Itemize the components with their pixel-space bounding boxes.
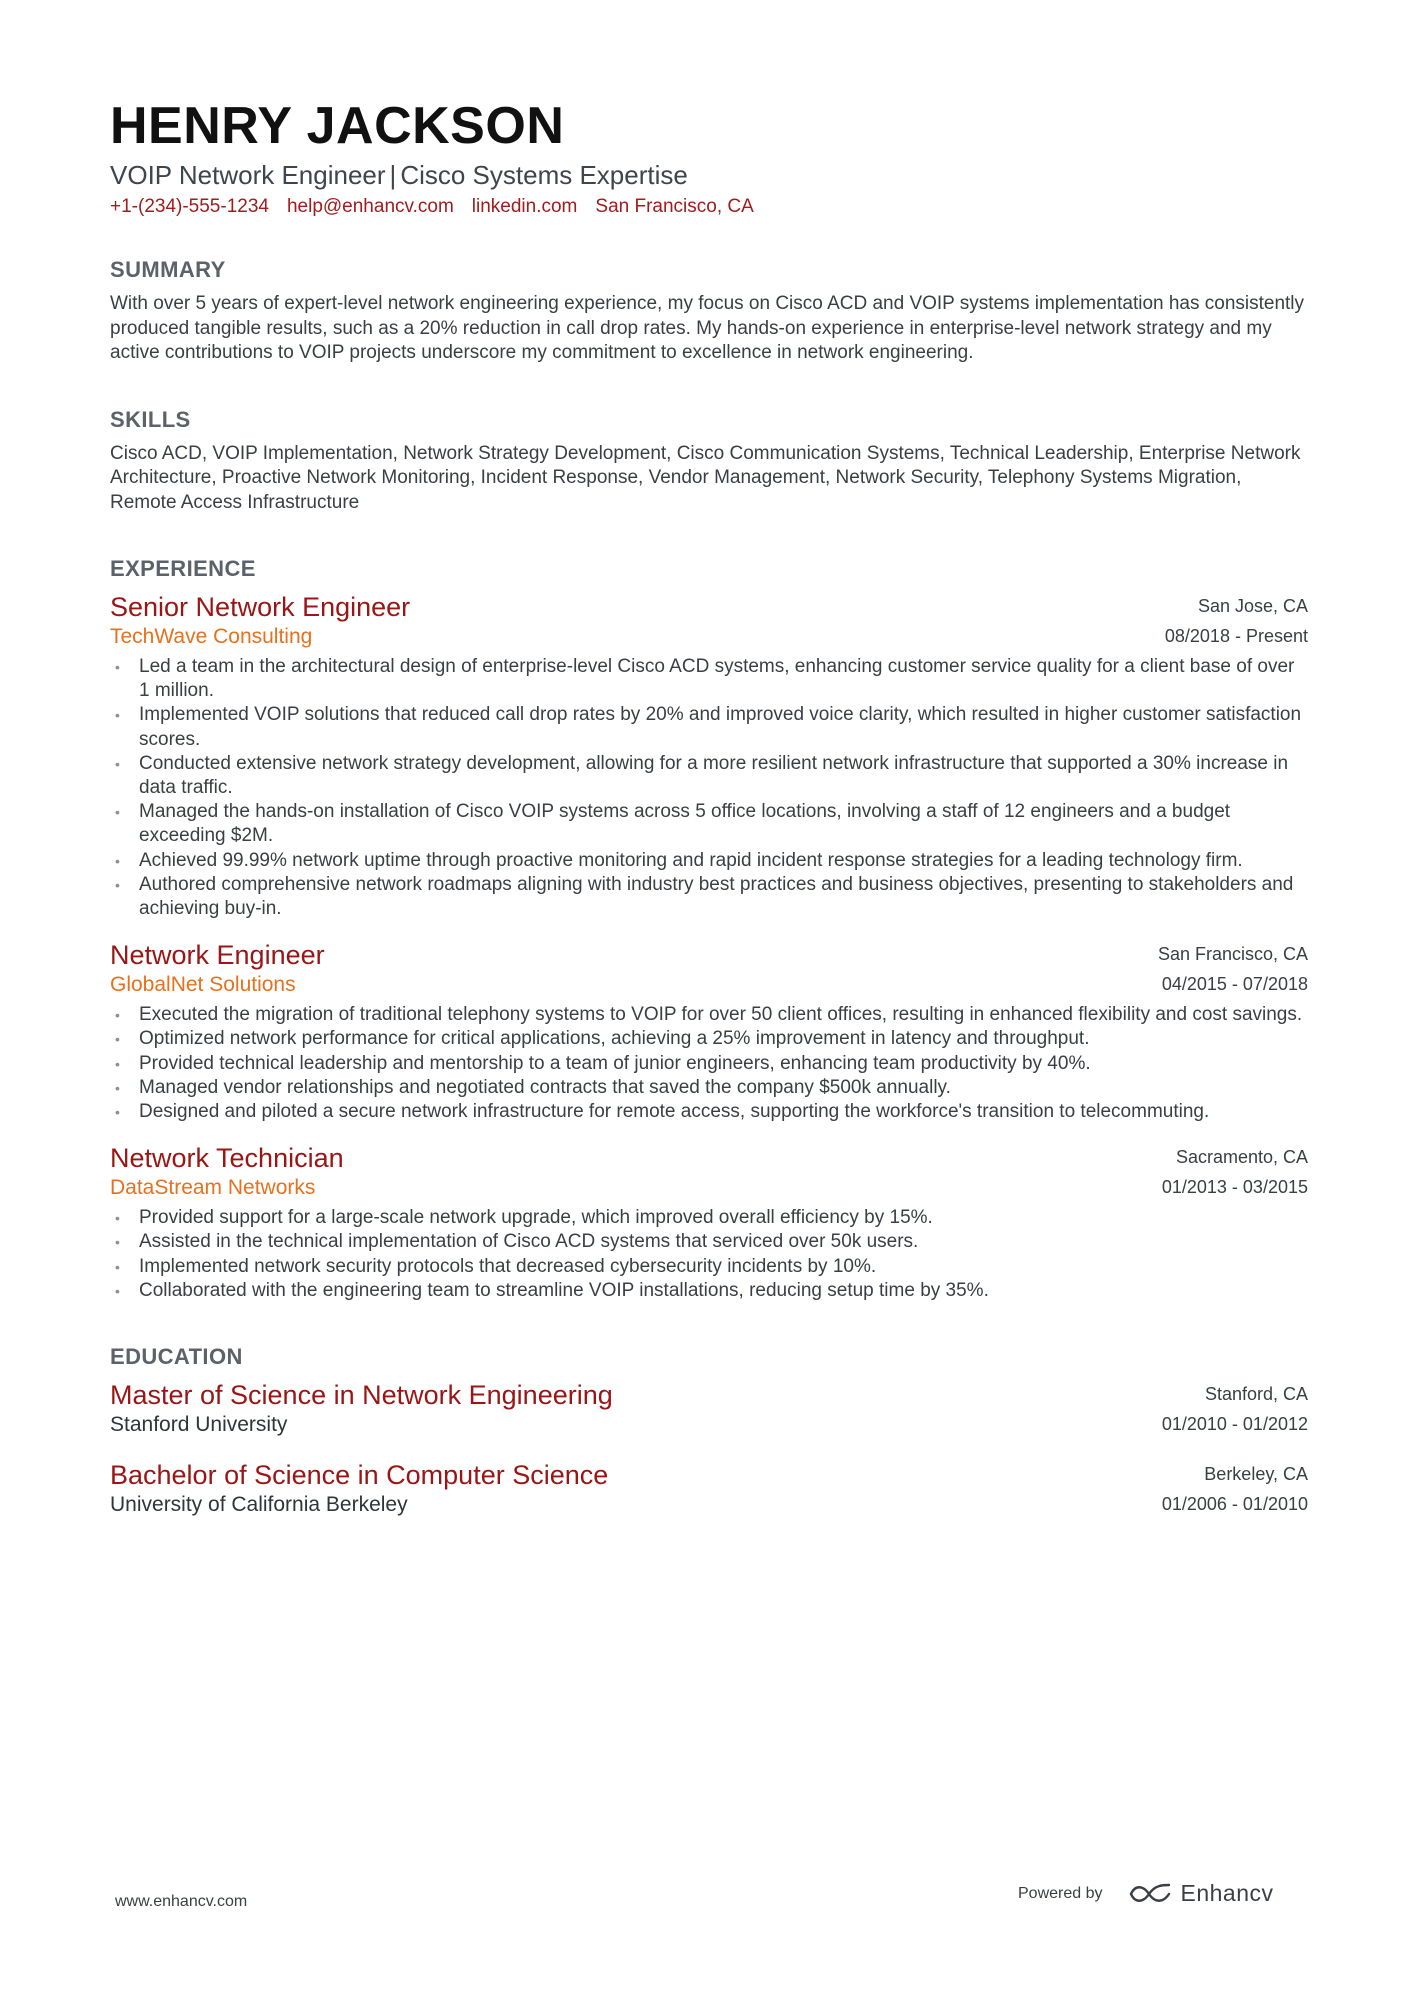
bullet-dot: •: [115, 1282, 120, 1299]
bullet-dot: •: [115, 876, 120, 893]
list-item: [110, 1255, 1308, 1279]
skills-heading: SKILLS: [110, 406, 191, 432]
experience-entry-header: [110, 591, 1308, 651]
bullet-text: Implemented network security protocols that decreased cybersecurity incidents by 10%.: [139, 1255, 877, 1277]
bullet-text: Led a team in the architectural design of enterprise-level Cisco ACD systems, enhancing customer service quality for a client base of over 1 million.: [139, 656, 1295, 702]
contact-row: [110, 194, 1308, 220]
bullet-dot: •: [115, 1234, 120, 1251]
bullet-text: Managed the hands-on installation of Cisco VOIP systems across 5 office locations, involving a staff of 12 engineers and a budget exceeding $2M.: [139, 801, 1231, 847]
education-entry: [110, 1459, 1308, 1519]
bullet-dot: •: [115, 1031, 120, 1048]
title-secondary: Cisco Systems Expertise: [400, 160, 688, 190]
contact-location: San Francisco, CA: [595, 196, 754, 217]
education-location: Stanford, CA: [1204, 1384, 1308, 1405]
education-dates: 01/2010 - 01/2012: [1161, 1414, 1308, 1435]
education-location: Berkeley, CA: [1204, 1464, 1308, 1485]
job-location: San Jose, CA: [1197, 596, 1308, 616]
footer-powered: [1018, 1880, 1274, 1907]
bullet-text: Optimized network performance for critical applications, achieving a 25% improvement in latency and throughput.: [139, 1028, 1090, 1050]
experience-entry-header: [110, 1142, 1308, 1202]
resume-page: [110, 96, 1308, 1519]
education-section: [110, 1343, 1308, 1519]
experience-entry-header: [110, 939, 1308, 999]
brand-name: Enhancv: [1180, 1880, 1274, 1906]
list-item: [110, 1100, 1308, 1124]
experience-heading: EXPERIENCE: [110, 556, 256, 581]
education-heading: EDUCATION: [110, 1344, 243, 1370]
education-dates: 01/2006 - 01/2010: [1161, 1494, 1308, 1515]
contact-linkedin[interactable]: linkedin.com: [471, 196, 578, 217]
job-bullets: [110, 1003, 1308, 1124]
job-meta: [1165, 591, 1308, 651]
list-item: [110, 703, 1308, 751]
list-item: [110, 1027, 1308, 1051]
list-item: [110, 873, 1308, 921]
list-item: [110, 1076, 1308, 1100]
job-company: GlobalNet Solutions: [110, 973, 296, 997]
job-role: Network Technician: [110, 1143, 344, 1174]
bullet-text: Provided support for a large-scale network upgrade, which improved overall efficiency by 15%.: [139, 1207, 933, 1229]
powered-by-label: Powered by: [1018, 1884, 1103, 1902]
education-entry-header: [110, 1379, 1308, 1439]
bullet-dot: •: [115, 852, 120, 869]
bullet-text: Managed vendor relationships and negotiated contracts that saved the company $500k annually.: [139, 1076, 951, 1098]
bullet-text: Executed the migration of traditional telephony systems to VOIP for over 50 client offices, resulting in enhanced flexibility and cost savings.: [139, 1004, 1303, 1026]
bullet-dot: •: [115, 1055, 120, 1072]
bullet-text: Designed and piloted a secure network infrastructure for remote access, supporting the workforce's transition to telecommuting.: [139, 1101, 1210, 1123]
bullet-text: Achieved 99.99% network uptime through proactive monitoring and rapid incident response strategies for a leading technology firm.: [139, 849, 1243, 871]
school-name: University of California Berkeley: [110, 1493, 408, 1517]
experience-entry: [110, 939, 1308, 1124]
bullet-text: Implemented VOIP solutions that reduced call drop rates by 20% and improved voice clarity, which resulted in higher customer satisfaction scores.: [139, 704, 1302, 750]
job-dates: 08/2018 - Present: [1164, 626, 1308, 646]
school-name: Stanford University: [110, 1413, 288, 1437]
summary-text: With over 5 years of expert-level network engineering experience, my focus on Cisco ACD and VOIP systems implementation has consistently produced tangible results, such as a 20% reduction in call drop rates. My hands-on experience in enterprise-level network strategy and my active contributions to VOIP projects underscore my commitment to excellence in network engineering.: [110, 293, 1305, 363]
job-dates: 04/2015 - 07/2018: [1161, 974, 1308, 995]
job-meta: [1158, 939, 1308, 999]
bullet-dot: •: [115, 1258, 120, 1275]
contact-email[interactable]: help@enhancv.com: [286, 196, 454, 217]
job-location: San Francisco, CA: [1157, 944, 1308, 965]
list-item: [110, 1279, 1308, 1303]
list-item: [110, 849, 1308, 873]
bullet-text: Provided technical leadership and mentorship to a team of junior engineers, enhancing team productivity by 40%.: [139, 1052, 1091, 1074]
summary-section: [110, 256, 1308, 366]
job-meta: [1162, 1142, 1308, 1202]
education-entry-header: [110, 1459, 1308, 1519]
skills-text: Cisco ACD, VOIP Implementation, Network Strategy Development, Cisco Communication Systems, Technical Leadership, Enterprise Network Architecture, Proactive Network Monitoring, Incident Response, Vendor Management, Network Security, Telephony Systems Migration, Remote Access Infrastructure: [110, 442, 1301, 513]
candidate-name: HENRY JACKSON: [110, 97, 565, 155]
title-separator: |: [389, 160, 397, 190]
resume-header: [110, 96, 1308, 220]
education-meta: [1162, 1459, 1308, 1519]
contact-phone[interactable]: +1-(234)-555-1234: [110, 196, 269, 217]
education-meta: [1162, 1379, 1308, 1439]
job-company: DataStream Networks: [110, 1176, 316, 1200]
list-item: [110, 655, 1308, 703]
bullet-text: Collaborated with the engineering team to streamline VOIP installations, reducing setup time by 35%.: [139, 1279, 989, 1301]
list-item: [110, 752, 1308, 800]
enhancv-brand[interactable]: [1127, 1880, 1274, 1907]
bullet-text: Authored comprehensive network roadmaps aligning with industry best practices and business objectives, presenting to stakeholders and achieving buy-in.: [139, 873, 1294, 920]
summary-heading: SUMMARY: [110, 257, 226, 282]
footer-website[interactable]: www.enhancv.com: [115, 1893, 248, 1910]
candidate-title: [110, 158, 1308, 192]
bullet-dot: •: [115, 1104, 120, 1121]
job-bullets: [110, 1206, 1308, 1303]
list-item: [110, 1230, 1308, 1254]
job-bullets: [110, 655, 1308, 921]
degree-title: Master of Science in Network Engineering: [110, 1380, 613, 1411]
job-role: Network Engineer: [110, 940, 325, 971]
list-item: [110, 1003, 1308, 1027]
experience-entry: [110, 591, 1308, 921]
skills-section: [110, 406, 1308, 516]
experience-section: [110, 555, 1308, 1303]
bullet-text: Assisted in the technical implementation of Cisco ACD systems that serviced over 50k users.: [139, 1231, 919, 1253]
list-item: [110, 1206, 1308, 1230]
bullet-dot: •: [115, 1079, 120, 1096]
bullet-dot: •: [115, 707, 120, 724]
education-entry: [110, 1379, 1308, 1439]
bullet-dot: •: [115, 804, 120, 821]
job-company: TechWave Consulting: [110, 625, 313, 648]
list-item: [110, 800, 1308, 848]
bullet-dot: •: [115, 1210, 120, 1227]
job-location: Sacramento, CA: [1175, 1147, 1308, 1168]
title-primary: VOIP Network Engineer: [110, 160, 386, 190]
bullet-dot: •: [115, 1007, 120, 1024]
job-role: Senior Network Engineer: [110, 592, 411, 622]
job-dates: 01/2013 - 03/2015: [1161, 1177, 1308, 1198]
enhancv-logo-icon: [1127, 1881, 1173, 1907]
degree-title: Bachelor of Science in Computer Science: [110, 1460, 609, 1491]
bullet-text: Conducted extensive network strategy development, allowing for a more resilient network infrastructure that supported a 30% increase in data traffic.: [139, 752, 1289, 799]
list-item: [110, 1052, 1308, 1076]
bullet-dot: •: [115, 659, 120, 675]
experience-entry: [110, 1142, 1308, 1303]
bullet-dot: •: [115, 755, 120, 772]
